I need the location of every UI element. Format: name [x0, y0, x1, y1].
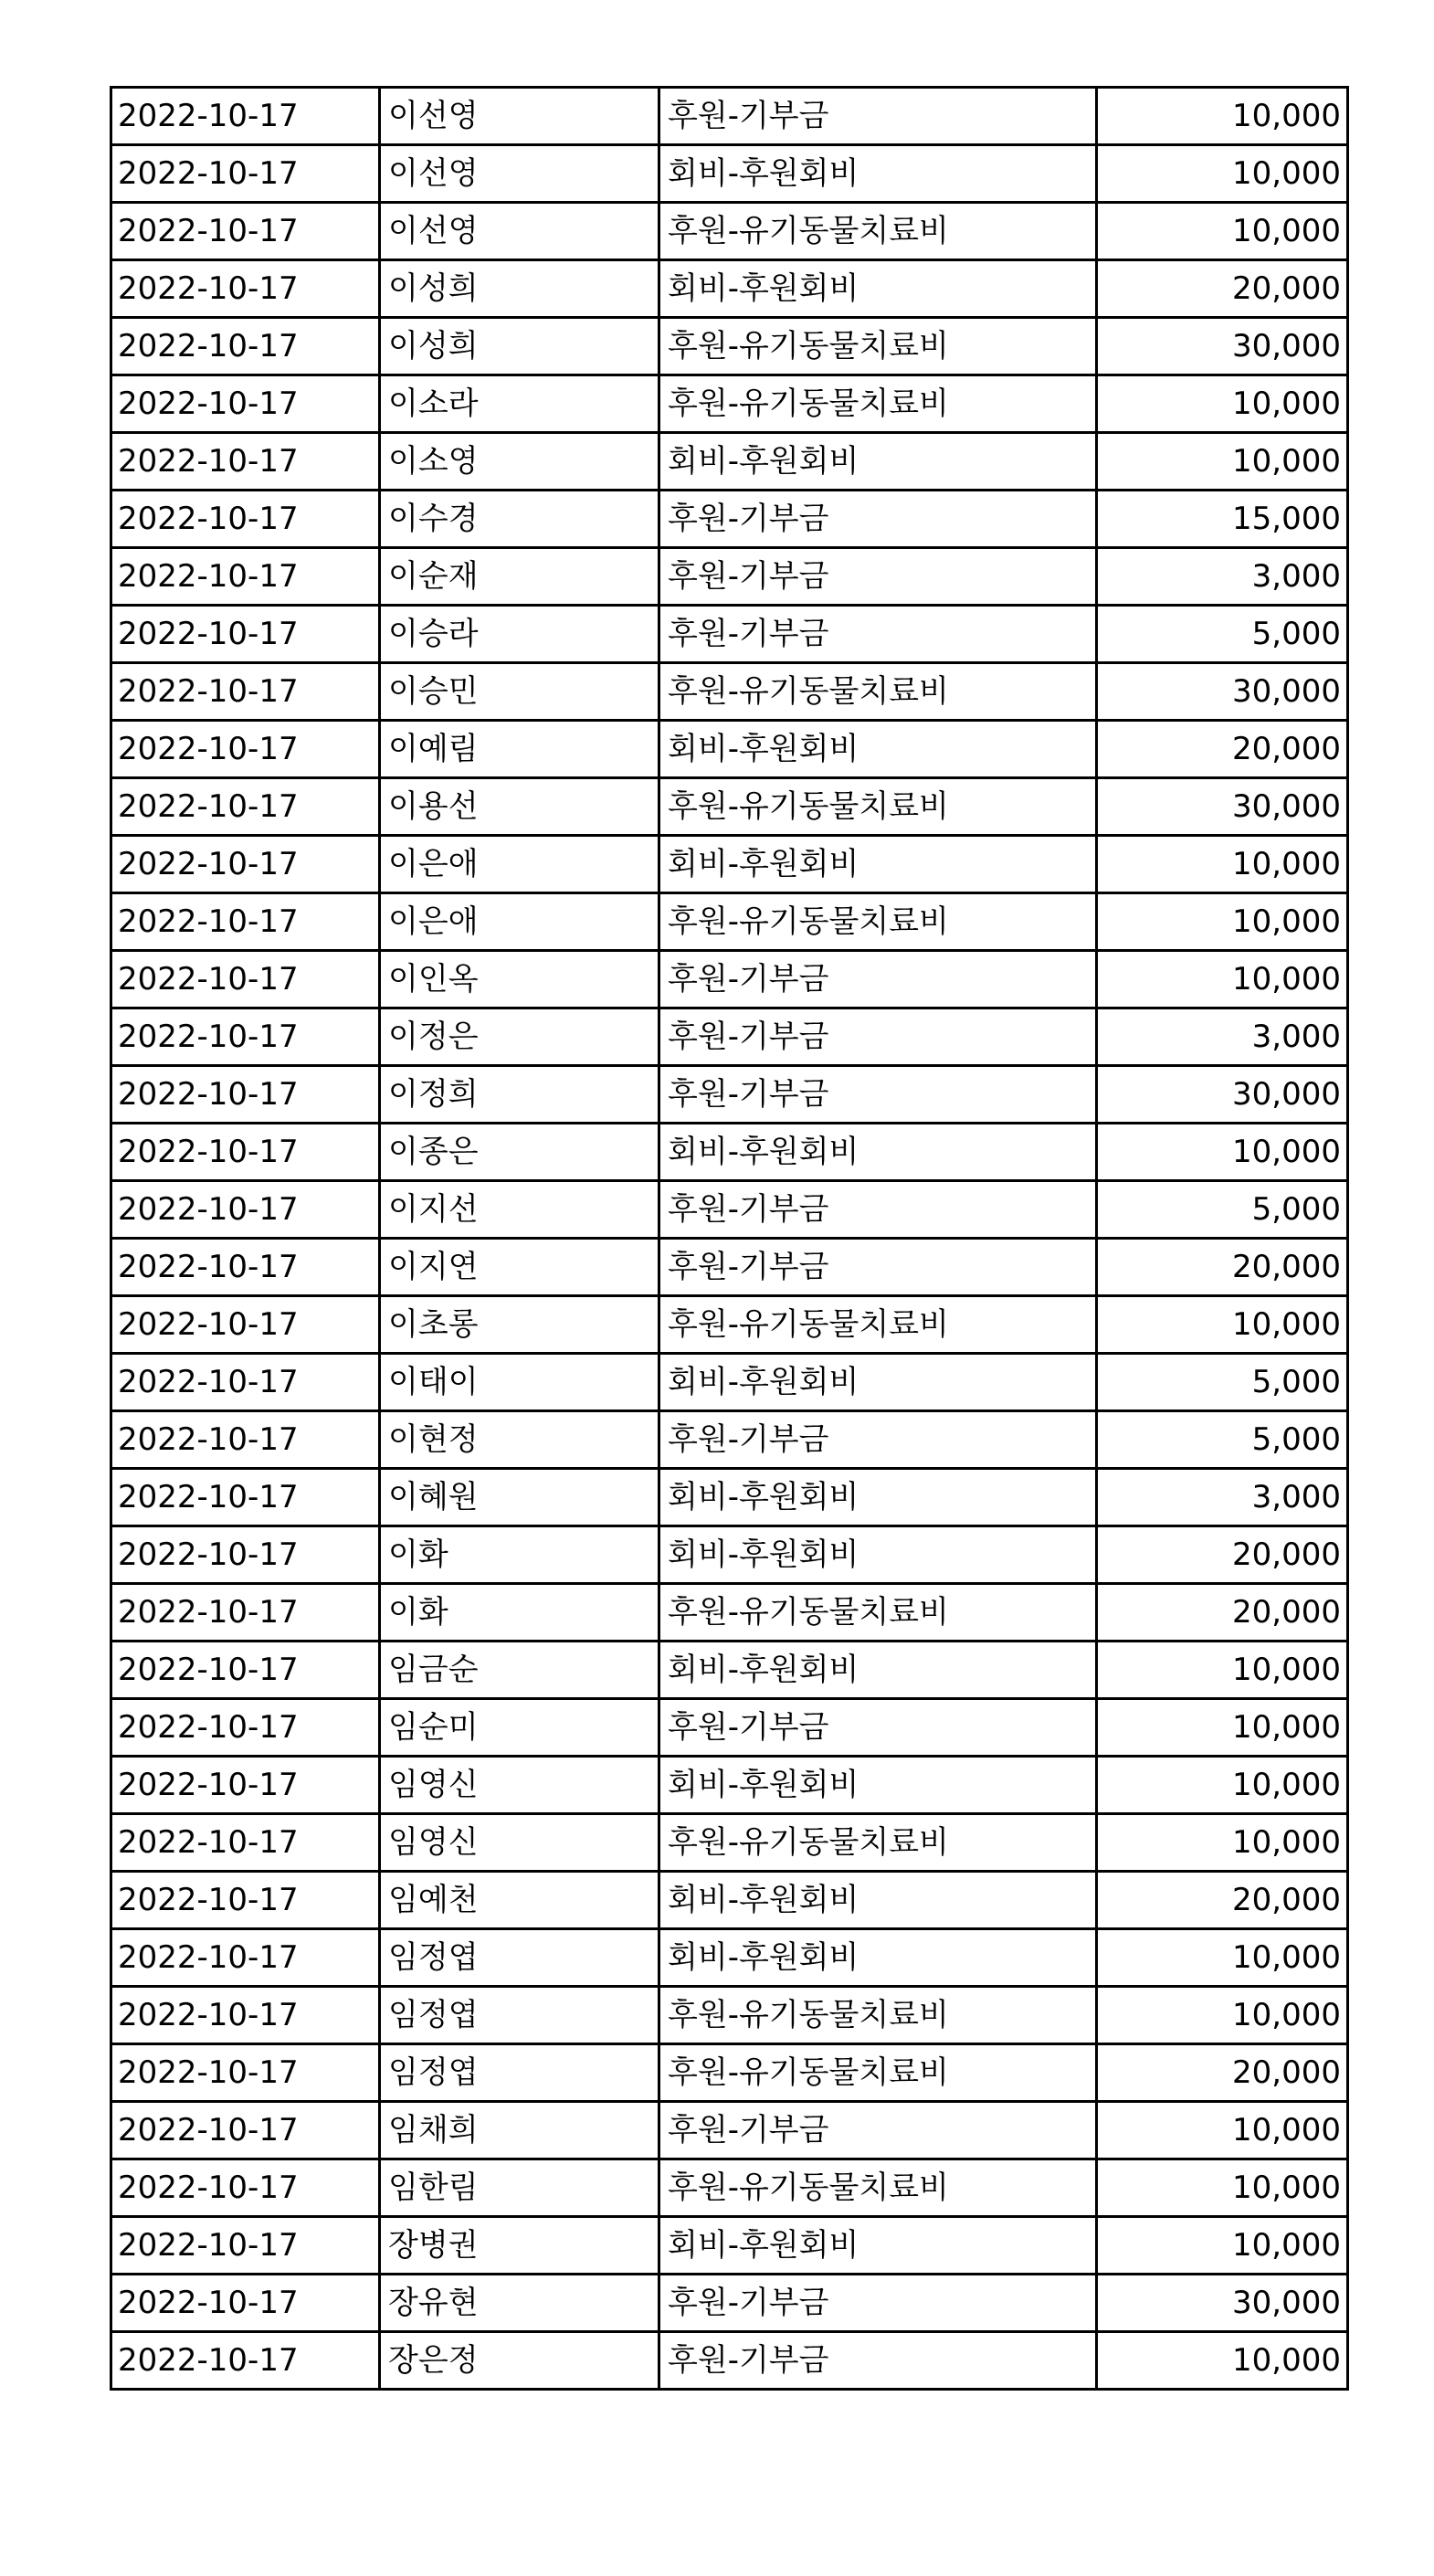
- table-row: [111, 2217, 1348, 2275]
- table-row: [111, 2102, 1348, 2159]
- donor-name-cell: 임채희: [380, 2102, 659, 2159]
- table-row: [111, 778, 1348, 836]
- category-cell: 회비-후원회비: [659, 1757, 1097, 1814]
- category-cell: 후원-기부금: [659, 1699, 1097, 1757]
- category-cell: 후원-유기동물치료비: [659, 778, 1097, 836]
- amount-cell: 10,000: [1097, 2159, 1348, 2217]
- date-cell: 2022-10-17: [111, 433, 380, 491]
- table-row: [111, 1066, 1348, 1124]
- date-cell: 2022-10-17: [111, 1239, 380, 1296]
- table-row: [111, 2044, 1348, 2102]
- date-cell: 2022-10-17: [111, 951, 380, 1008]
- donor-name-cell: 이화: [380, 1584, 659, 1642]
- donor-name-cell: 장병권: [380, 2217, 659, 2275]
- table-row: [111, 1757, 1348, 1814]
- date-cell: 2022-10-17: [111, 1008, 380, 1066]
- table-row: [111, 1296, 1348, 1354]
- donor-name-cell: 장유현: [380, 2275, 659, 2332]
- amount-cell: 10,000: [1097, 1814, 1348, 1872]
- category-cell: 후원-유기동물치료비: [659, 1814, 1097, 1872]
- date-cell: 2022-10-17: [111, 1929, 380, 1987]
- date-cell: 2022-10-17: [111, 2102, 380, 2159]
- table-row: [111, 2275, 1348, 2332]
- donor-name-cell: 임정엽: [380, 1987, 659, 2044]
- donor-name-cell: 이소라: [380, 375, 659, 433]
- table-row: [111, 1987, 1348, 2044]
- donor-name-cell: 이현정: [380, 1411, 659, 1469]
- table-row: [111, 1814, 1348, 1872]
- date-cell: 2022-10-17: [111, 1354, 380, 1411]
- date-cell: 2022-10-17: [111, 1469, 380, 1526]
- amount-cell: 10,000: [1097, 1642, 1348, 1699]
- date-cell: 2022-10-17: [111, 1124, 380, 1181]
- table-row: [111, 1642, 1348, 1699]
- category-cell: 후원-기부금: [659, 1181, 1097, 1239]
- amount-cell: 10,000: [1097, 2217, 1348, 2275]
- donor-name-cell: 이인옥: [380, 951, 659, 1008]
- category-cell: 회비-후원회비: [659, 1124, 1097, 1181]
- date-cell: 2022-10-17: [111, 2159, 380, 2217]
- table-row: [111, 88, 1348, 145]
- date-cell: 2022-10-17: [111, 721, 380, 778]
- donor-name-cell: 이종은: [380, 1124, 659, 1181]
- table-row: [111, 1181, 1348, 1239]
- donor-name-cell: 이수경: [380, 491, 659, 548]
- date-cell: 2022-10-17: [111, 2275, 380, 2332]
- table-row: [111, 1411, 1348, 1469]
- category-cell: 후원-기부금: [659, 951, 1097, 1008]
- category-cell: 후원-유기동물치료비: [659, 2159, 1097, 2217]
- date-cell: 2022-10-17: [111, 1987, 380, 2044]
- amount-cell: 5,000: [1097, 606, 1348, 663]
- donor-name-cell: 임정엽: [380, 1929, 659, 1987]
- donor-name-cell: 장은정: [380, 2332, 659, 2390]
- category-cell: 회비-후원회비: [659, 1929, 1097, 1987]
- donor-name-cell: 이예림: [380, 721, 659, 778]
- category-cell: 후원-유기동물치료비: [659, 203, 1097, 260]
- category-cell: 후원-유기동물치료비: [659, 2044, 1097, 2102]
- amount-cell: 10,000: [1097, 433, 1348, 491]
- category-cell: 후원-유기동물치료비: [659, 318, 1097, 375]
- amount-cell: 5,000: [1097, 1411, 1348, 1469]
- date-cell: 2022-10-17: [111, 1642, 380, 1699]
- category-cell: 후원-유기동물치료비: [659, 1584, 1097, 1642]
- category-cell: 회비-후원회비: [659, 145, 1097, 203]
- date-cell: 2022-10-17: [111, 1411, 380, 1469]
- donor-name-cell: 이선영: [380, 145, 659, 203]
- category-cell: 회비-후원회비: [659, 721, 1097, 778]
- table-row: [111, 893, 1348, 951]
- donor-name-cell: 이소영: [380, 433, 659, 491]
- date-cell: 2022-10-17: [111, 1181, 380, 1239]
- amount-cell: 20,000: [1097, 260, 1348, 318]
- amount-cell: 30,000: [1097, 663, 1348, 721]
- donor-name-cell: 이정은: [380, 1008, 659, 1066]
- category-cell: 후원-기부금: [659, 2275, 1097, 2332]
- date-cell: 2022-10-17: [111, 1584, 380, 1642]
- date-cell: 2022-10-17: [111, 318, 380, 375]
- amount-cell: 30,000: [1097, 1066, 1348, 1124]
- table-row: [111, 433, 1348, 491]
- table-row: [111, 1699, 1348, 1757]
- category-cell: 회비-후원회비: [659, 1642, 1097, 1699]
- amount-cell: 30,000: [1097, 778, 1348, 836]
- date-cell: 2022-10-17: [111, 548, 380, 606]
- date-cell: 2022-10-17: [111, 260, 380, 318]
- category-cell: 회비-후원회비: [659, 1872, 1097, 1929]
- table-row: [111, 721, 1348, 778]
- donor-name-cell: 임영신: [380, 1814, 659, 1872]
- category-cell: 후원-기부금: [659, 606, 1097, 663]
- category-cell: 후원-기부금: [659, 1411, 1097, 1469]
- amount-cell: 10,000: [1097, 836, 1348, 893]
- donor-name-cell: 임영신: [380, 1757, 659, 1814]
- table-row: [111, 548, 1348, 606]
- date-cell: 2022-10-17: [111, 375, 380, 433]
- donation-table-body: [111, 88, 1348, 2390]
- amount-cell: 10,000: [1097, 145, 1348, 203]
- donor-name-cell: 임순미: [380, 1699, 659, 1757]
- date-cell: 2022-10-17: [111, 1757, 380, 1814]
- category-cell: 후원-기부금: [659, 88, 1097, 145]
- category-cell: 후원-유기동물치료비: [659, 1987, 1097, 2044]
- table-row: [111, 2332, 1348, 2390]
- table-row: [111, 1469, 1348, 1526]
- amount-cell: 10,000: [1097, 1987, 1348, 2044]
- date-cell: 2022-10-17: [111, 88, 380, 145]
- donor-name-cell: 이태이: [380, 1354, 659, 1411]
- table-row: [111, 1929, 1348, 1987]
- table-row: [111, 491, 1348, 548]
- donor-name-cell: 이선영: [380, 88, 659, 145]
- category-cell: 후원-기부금: [659, 1239, 1097, 1296]
- donor-name-cell: 이지연: [380, 1239, 659, 1296]
- table-row: [111, 203, 1348, 260]
- date-cell: 2022-10-17: [111, 203, 380, 260]
- donor-name-cell: 이승라: [380, 606, 659, 663]
- category-cell: 회비-후원회비: [659, 1526, 1097, 1584]
- donor-name-cell: 이화: [380, 1526, 659, 1584]
- donor-name-cell: 이정희: [380, 1066, 659, 1124]
- amount-cell: 5,000: [1097, 1354, 1348, 1411]
- date-cell: 2022-10-17: [111, 491, 380, 548]
- date-cell: 2022-10-17: [111, 145, 380, 203]
- donation-ledger-page: [110, 86, 1346, 2391]
- category-cell: 회비-후원회비: [659, 2217, 1097, 2275]
- amount-cell: 10,000: [1097, 375, 1348, 433]
- date-cell: 2022-10-17: [111, 836, 380, 893]
- donor-name-cell: 이은애: [380, 836, 659, 893]
- date-cell: 2022-10-17: [111, 1872, 380, 1929]
- category-cell: 후원-유기동물치료비: [659, 375, 1097, 433]
- donor-name-cell: 임금순: [380, 1642, 659, 1699]
- amount-cell: 10,000: [1097, 2102, 1348, 2159]
- table-row: [111, 951, 1348, 1008]
- table-row: [111, 663, 1348, 721]
- table-row: [111, 836, 1348, 893]
- donor-name-cell: 이혜원: [380, 1469, 659, 1526]
- amount-cell: 20,000: [1097, 2044, 1348, 2102]
- date-cell: 2022-10-17: [111, 1066, 380, 1124]
- amount-cell: 3,000: [1097, 1008, 1348, 1066]
- table-row: [111, 260, 1348, 318]
- category-cell: 후원-유기동물치료비: [659, 663, 1097, 721]
- donor-name-cell: 이은애: [380, 893, 659, 951]
- table-row: [111, 1354, 1348, 1411]
- table-row: [111, 1584, 1348, 1642]
- amount-cell: 10,000: [1097, 2332, 1348, 2390]
- amount-cell: 20,000: [1097, 721, 1348, 778]
- table-row: [111, 1872, 1348, 1929]
- category-cell: 후원-유기동물치료비: [659, 1296, 1097, 1354]
- donor-name-cell: 이성희: [380, 260, 659, 318]
- amount-cell: 20,000: [1097, 1872, 1348, 1929]
- amount-cell: 10,000: [1097, 1929, 1348, 1987]
- amount-cell: 20,000: [1097, 1584, 1348, 1642]
- amount-cell: 10,000: [1097, 893, 1348, 951]
- amount-cell: 10,000: [1097, 1296, 1348, 1354]
- category-cell: 회비-후원회비: [659, 260, 1097, 318]
- category-cell: 후원-기부금: [659, 1008, 1097, 1066]
- donor-name-cell: 이선영: [380, 203, 659, 260]
- category-cell: 회비-후원회비: [659, 1469, 1097, 1526]
- donor-name-cell: 이승민: [380, 663, 659, 721]
- donor-name-cell: 이용선: [380, 778, 659, 836]
- date-cell: 2022-10-17: [111, 1699, 380, 1757]
- amount-cell: 10,000: [1097, 88, 1348, 145]
- donor-name-cell: 이순재: [380, 548, 659, 606]
- amount-cell: 10,000: [1097, 951, 1348, 1008]
- date-cell: 2022-10-17: [111, 778, 380, 836]
- table-row: [111, 1239, 1348, 1296]
- category-cell: 회비-후원회비: [659, 1354, 1097, 1411]
- table-row: [111, 606, 1348, 663]
- date-cell: 2022-10-17: [111, 2332, 380, 2390]
- table-row: [111, 1526, 1348, 1584]
- date-cell: 2022-10-17: [111, 1814, 380, 1872]
- table-row: [111, 1008, 1348, 1066]
- table-row: [111, 318, 1348, 375]
- amount-cell: 5,000: [1097, 1181, 1348, 1239]
- category-cell: 후원-기부금: [659, 2332, 1097, 2390]
- donation-table: [110, 86, 1349, 2391]
- category-cell: 후원-기부금: [659, 491, 1097, 548]
- date-cell: 2022-10-17: [111, 2044, 380, 2102]
- amount-cell: 15,000: [1097, 491, 1348, 548]
- donor-name-cell: 임예천: [380, 1872, 659, 1929]
- amount-cell: 30,000: [1097, 318, 1348, 375]
- amount-cell: 30,000: [1097, 2275, 1348, 2332]
- amount-cell: 3,000: [1097, 548, 1348, 606]
- date-cell: 2022-10-17: [111, 2217, 380, 2275]
- category-cell: 후원-기부금: [659, 2102, 1097, 2159]
- table-row: [111, 145, 1348, 203]
- category-cell: 후원-기부금: [659, 548, 1097, 606]
- donor-name-cell: 이지선: [380, 1181, 659, 1239]
- amount-cell: 10,000: [1097, 1757, 1348, 1814]
- amount-cell: 10,000: [1097, 1699, 1348, 1757]
- donor-name-cell: 이성희: [380, 318, 659, 375]
- amount-cell: 10,000: [1097, 203, 1348, 260]
- table-row: [111, 2159, 1348, 2217]
- amount-cell: 3,000: [1097, 1469, 1348, 1526]
- date-cell: 2022-10-17: [111, 663, 380, 721]
- table-row: [111, 375, 1348, 433]
- date-cell: 2022-10-17: [111, 1526, 380, 1584]
- category-cell: 후원-유기동물치료비: [659, 893, 1097, 951]
- donor-name-cell: 이초롱: [380, 1296, 659, 1354]
- table-row: [111, 1124, 1348, 1181]
- donor-name-cell: 임정엽: [380, 2044, 659, 2102]
- category-cell: 회비-후원회비: [659, 433, 1097, 491]
- amount-cell: 20,000: [1097, 1526, 1348, 1584]
- amount-cell: 10,000: [1097, 1124, 1348, 1181]
- amount-cell: 20,000: [1097, 1239, 1348, 1296]
- category-cell: 회비-후원회비: [659, 836, 1097, 893]
- category-cell: 후원-기부금: [659, 1066, 1097, 1124]
- donor-name-cell: 임한림: [380, 2159, 659, 2217]
- date-cell: 2022-10-17: [111, 893, 380, 951]
- date-cell: 2022-10-17: [111, 606, 380, 663]
- date-cell: 2022-10-17: [111, 1296, 380, 1354]
